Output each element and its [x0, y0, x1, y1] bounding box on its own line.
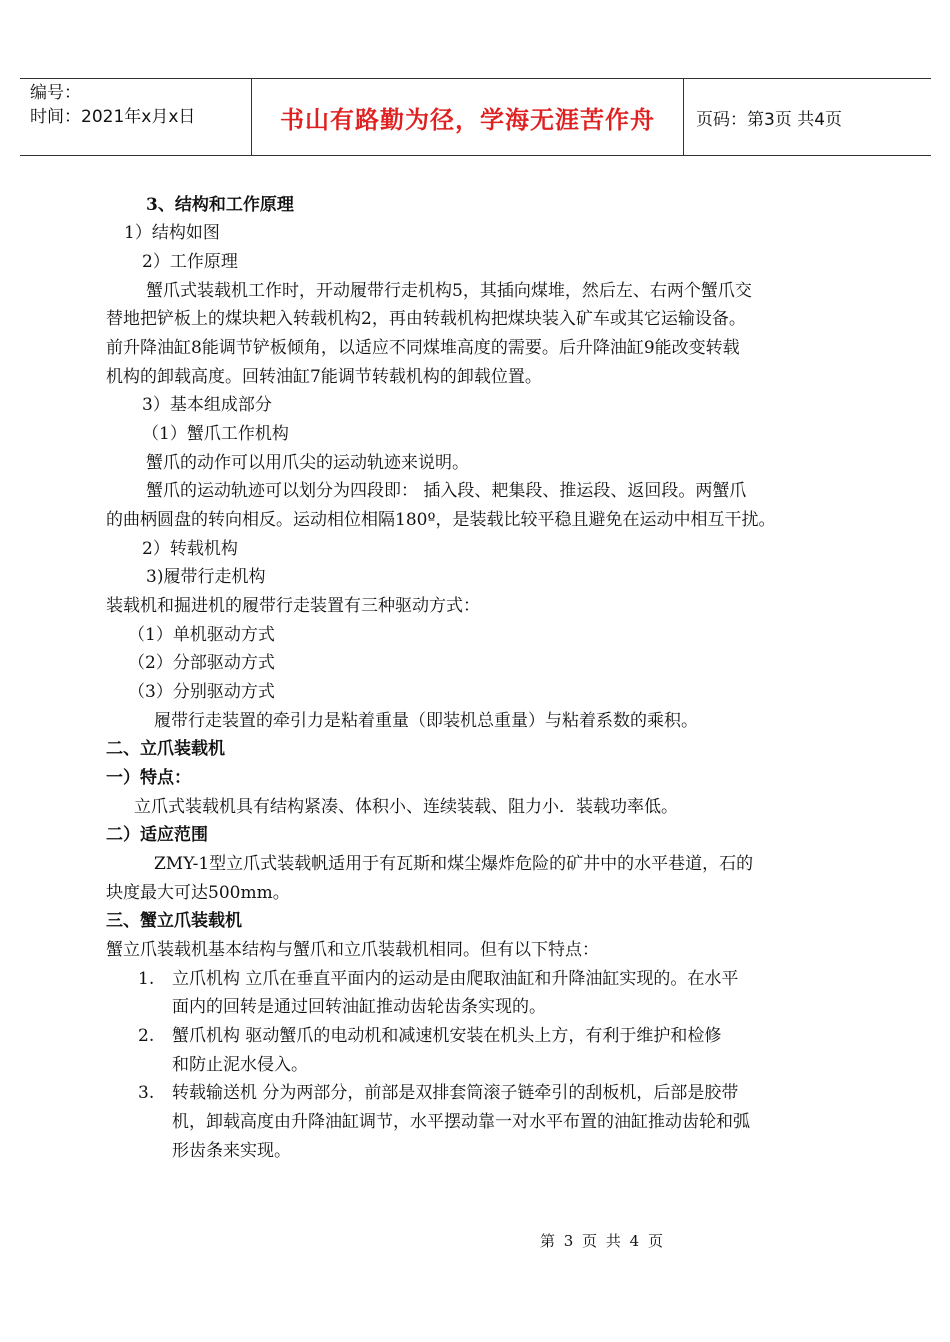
paragraph-line: （3）分别驱动方式 [128, 682, 275, 702]
page-header [20, 78, 931, 156]
paragraph-line: 蟹爪的动作可以用爪尖的运动轨迹来说明。 [146, 453, 469, 473]
paragraph-line: 履带行走装置的牵引力是粘着重量（即装机总重量）与粘着系数的乘积。 [154, 711, 698, 731]
list-item-line: 形齿条来实现。 [172, 1141, 291, 1161]
paragraph-line: 块度最大可达500mm。 [106, 883, 290, 903]
paragraph-line: 蟹爪式装载机工作时，开动履带行走机构5，其插向煤堆，然后左、右两个蟹爪交 [146, 281, 752, 301]
paragraph-line: 前升降油缸8能调节铲板倾角，以适应不同煤堆高度的需要。后升降油缸9能改变转载 [106, 338, 740, 358]
list-number: 2. [138, 1026, 155, 1046]
section-heading: 3、结构和工作原理 [146, 195, 294, 215]
paragraph-line: 2）工作原理 [142, 252, 238, 272]
motto: 书山有路勤为径，学海无涯苦作舟 [252, 79, 684, 155]
paragraph-line: 3)履带行走机构 [146, 567, 266, 587]
paragraph-line: 1）结构如图 [124, 223, 220, 243]
paragraph-line: 立爪式装载机具有结构紧凑、体积小、连续装载、阻力小．装载功率低。 [134, 797, 678, 817]
section-heading: 一）特点： [106, 768, 191, 788]
paragraph-line: 的曲柄圆盘的转向相反。运动相位相隔180º，是装载比较平稳且避免在运动中相互干扰。 [106, 510, 776, 530]
section-heading: 二）适应范围 [106, 825, 208, 845]
list-number: 3. [138, 1083, 155, 1103]
paragraph-line: 装载机和掘进机的履带行走装置有三种驱动方式： [106, 596, 480, 616]
paragraph-line: （2）分部驱动方式 [128, 653, 275, 673]
section-heading: 二、立爪装载机 [106, 739, 225, 759]
paragraph-line: 蟹爪的运动轨迹可以划分为四段即： 插入段、耙集段、推运段、返回段。两蟹爪 [146, 481, 747, 501]
page-footer [0, 1230, 950, 1251]
page-info: 页码：第3页 共4页 [696, 109, 843, 130]
list-item-line: 蟹爪机构 驱动蟹爪的电动机和减速机安装在机头上方，有利于维护和检修 [172, 1026, 722, 1046]
paragraph-line: 3）基本组成部分 [142, 395, 272, 415]
section-heading: 三、蟹立爪装载机 [106, 911, 242, 931]
number-label: 编号： [30, 83, 81, 103]
list-item-line: 立爪机构 立爪在垂直平面内的运动是由爬取油缸和升降油缸实现的。在水平 [172, 969, 739, 989]
list-item-line: 转载输送机 分为两部分，前部是双排套筒滚子链牵引的刮板机，后部是胶带 [172, 1083, 739, 1103]
time-label: 时间：2021年x月x日 [30, 107, 196, 127]
paragraph-line: 2）转载机构 [142, 539, 238, 559]
paragraph-line: （1）蟹爪工作机构 [142, 424, 289, 444]
list-item-line: 机，卸载高度由升降油缸调节，水平摆动靠一对水平布置的油缸推动齿轮和弧 [172, 1112, 750, 1132]
paragraph-line: （1）单机驱动方式 [128, 625, 275, 645]
paragraph-line: 机构的卸载高度。回转油缸7能调节转载机构的卸载位置。 [106, 367, 542, 387]
header-meta [20, 79, 252, 155]
paragraph-line: 替地把铲板上的煤块耙入转载机构2，再由转载机构把煤块装入矿车或其它运输设备。 [106, 309, 746, 329]
list-number: 1. [138, 969, 155, 989]
paragraph-line: ZMY-1型立爪式装载帆适用于有瓦斯和煤尘爆炸危险的矿井中的水平巷道，石的 [154, 854, 754, 874]
paragraph-line: 蟹立爪装载机基本结构与蟹爪和立爪装载机相同。但有以下特点： [106, 940, 599, 960]
list-item-line: 和防止泥水侵入。 [172, 1055, 308, 1075]
footer-page-number: 第 3 页 共 4 页 [540, 1232, 665, 1250]
list-item-line: 面内的回转是通过回转油缸推动齿轮齿条实现的。 [172, 997, 546, 1017]
